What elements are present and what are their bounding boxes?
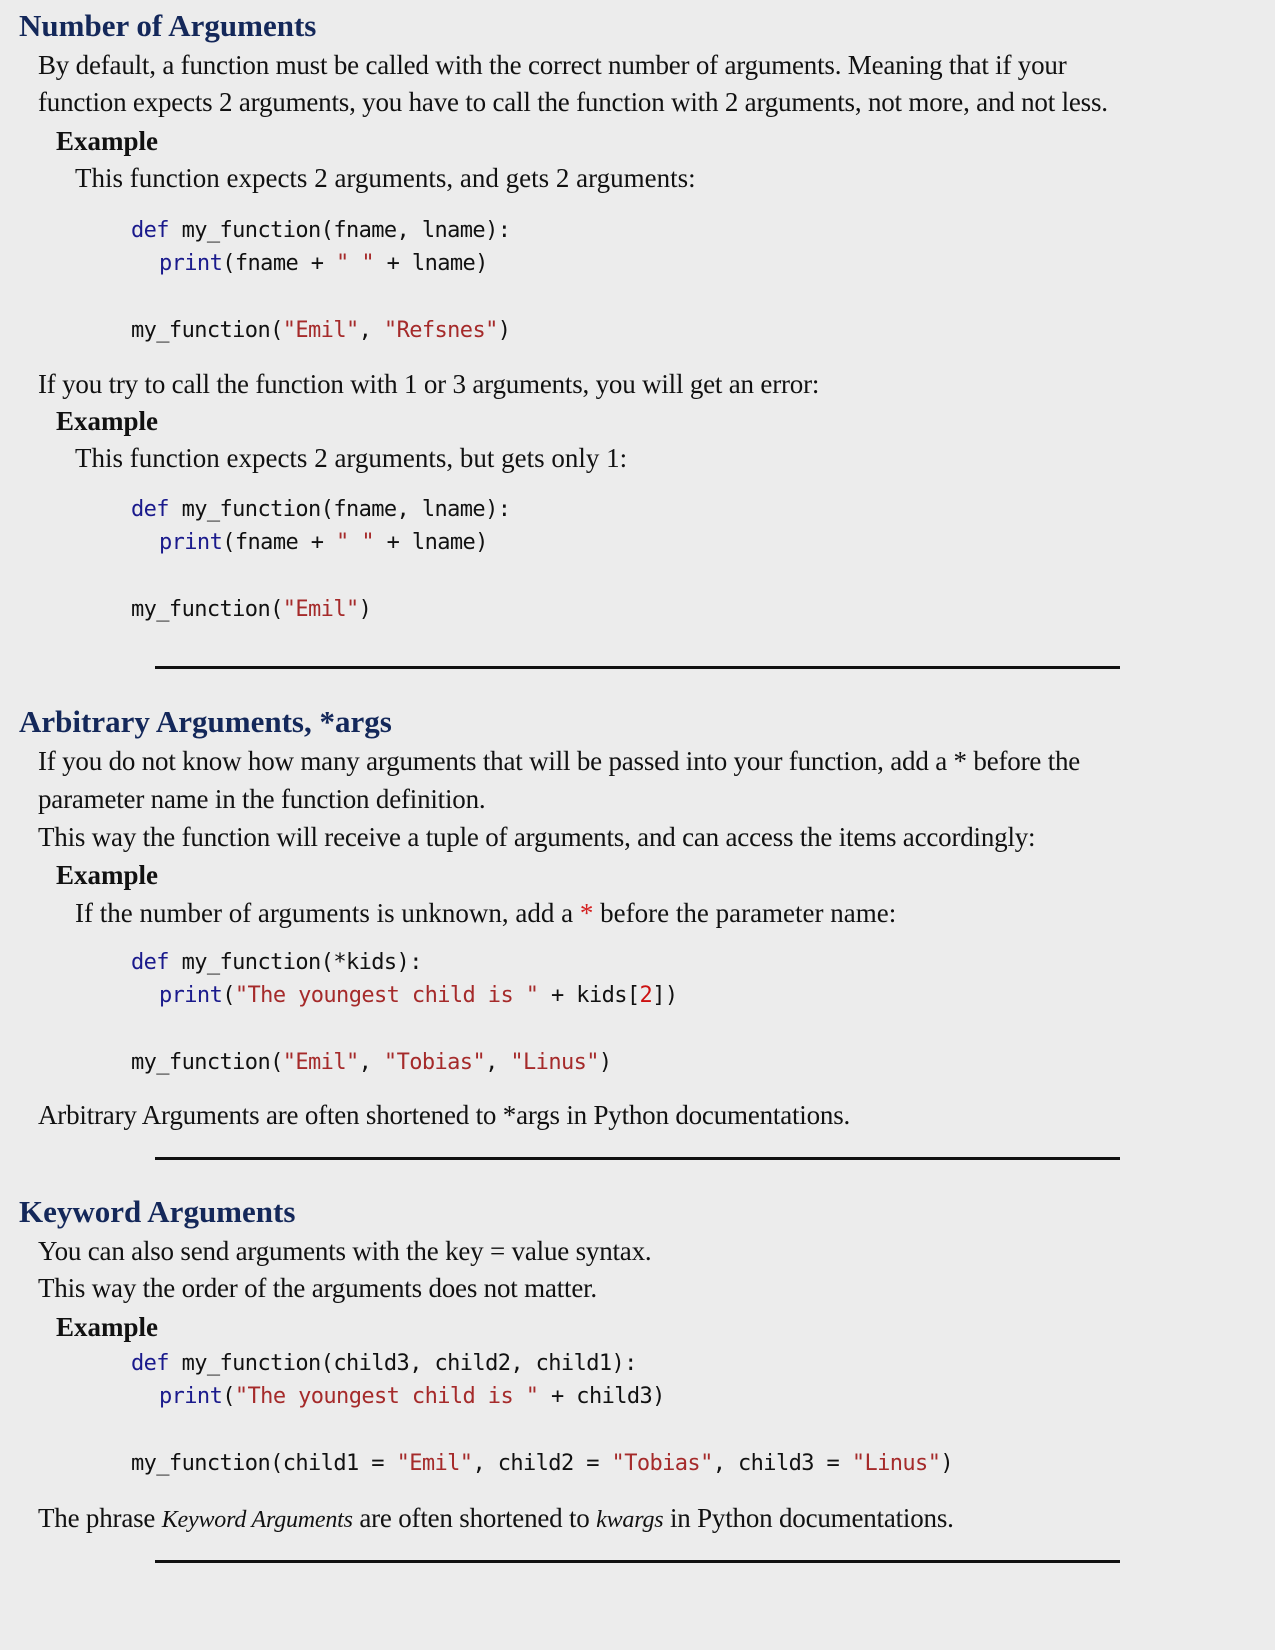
- paragraph: This way the order of the arguments does not matter.: [38, 1273, 597, 1303]
- code-string: "The youngest child is ": [234, 983, 539, 1008]
- code-text: ]): [652, 983, 678, 1008]
- code-string: "Emil": [282, 1050, 359, 1075]
- horizontal-rule: [155, 1560, 1120, 1563]
- code-string: "Refsnes": [383, 318, 498, 343]
- code-line: [131, 597, 371, 622]
- code-text: (: [222, 1384, 235, 1409]
- example-label: Example: [56, 406, 159, 436]
- paragraph: function expects 2 arguments, you have to call the function with 2 arguments, not more, and not less.: [38, 87, 1108, 117]
- paragraph: parameter name in the function definition.: [38, 784, 486, 814]
- paragraph: This way the function will receive a tuple of arguments, and can access the items accordingly:: [38, 822, 1036, 852]
- code-string: "Emil": [282, 318, 359, 343]
- code-line: [131, 950, 422, 975]
- code-line: [159, 983, 678, 1008]
- code-keyword: def: [131, 950, 169, 975]
- example-label: Example: [56, 126, 159, 156]
- code-keyword: print: [159, 251, 223, 276]
- footer-italic: Keyword Arguments: [161, 1507, 353, 1533]
- paragraph: You can also send arguments with the key = value syntax.: [38, 1236, 652, 1266]
- footer-italic: kwargs: [596, 1507, 664, 1533]
- code-text: my_function(: [131, 597, 283, 622]
- code-text: ): [358, 597, 372, 622]
- example-description: [75, 898, 896, 929]
- code-line: [131, 497, 510, 522]
- code-text: (fname +: [222, 530, 337, 555]
- code-keyword: print: [159, 1384, 223, 1409]
- code-string: "Emil": [396, 1451, 473, 1476]
- code-line: [159, 1384, 665, 1409]
- code-text: my_function(child3, child2, child1):: [168, 1351, 637, 1376]
- code-text: ,: [485, 1050, 511, 1075]
- paragraph: [38, 1503, 954, 1534]
- code-text: + child3): [538, 1384, 665, 1409]
- paragraph: If you try to call the function with 1 or 3 arguments, you will get an error:: [38, 369, 820, 399]
- code-text: , child3 =: [712, 1451, 852, 1476]
- code-line: [131, 318, 510, 343]
- code-line: [131, 1050, 612, 1075]
- horizontal-rule: [155, 666, 1120, 669]
- code-text: my_function(*kids):: [168, 950, 422, 975]
- code-line: [131, 218, 510, 243]
- example-description: This function expects 2 arguments, but gets only 1:: [75, 443, 628, 473]
- code-text: (: [222, 983, 235, 1008]
- code-keyword: def: [131, 1351, 169, 1376]
- code-text: my_function(fname, lname):: [168, 218, 511, 243]
- code-string: "Tobias": [383, 1050, 486, 1075]
- code-line: [131, 1351, 637, 1376]
- footer-text: are often shortened to: [352, 1503, 597, 1533]
- asterisk-highlight: *: [579, 898, 594, 928]
- footer-text: in Python documentations.: [663, 1503, 954, 1533]
- code-text: + lname): [373, 530, 488, 555]
- code-text: (fname +: [222, 251, 337, 276]
- section-title-arbitrary-arguments: Arbitrary Arguments, *args: [19, 704, 392, 739]
- code-keyword: def: [131, 218, 169, 243]
- code-keyword: print: [159, 530, 223, 555]
- code-keyword: def: [131, 497, 169, 522]
- code-text: my_function(: [131, 318, 283, 343]
- code-line: [131, 1451, 953, 1476]
- code-string: " ": [336, 251, 374, 276]
- code-text: ,: [358, 1050, 384, 1075]
- paragraph: By default, a function must be called with the correct number of arguments. Meaning that if your: [38, 50, 1067, 80]
- code-keyword: print: [159, 983, 223, 1008]
- code-text: my_function(: [131, 1050, 283, 1075]
- code-text: + lname): [373, 251, 488, 276]
- code-text: + kids[: [538, 983, 640, 1008]
- code-number: 2: [639, 983, 653, 1008]
- paragraph: Arbitrary Arguments are often shortened to *args in Python documentations.: [38, 1100, 851, 1130]
- description-text: before the parameter name:: [593, 898, 897, 928]
- code-string: "Linus": [851, 1451, 941, 1476]
- example-label: Example: [56, 1312, 159, 1342]
- code-text: ,: [358, 318, 384, 343]
- example-description: This function expects 2 arguments, and gets 2 arguments:: [75, 163, 696, 193]
- code-string: "Emil": [282, 597, 359, 622]
- code-line: [159, 251, 488, 276]
- code-text: ): [497, 318, 511, 343]
- code-text: my_function(child1 =: [131, 1451, 397, 1476]
- paragraph: If you do not know how many arguments that will be passed into your function, add a * before the: [38, 746, 1081, 776]
- code-text: ): [598, 1050, 612, 1075]
- code-line: [159, 530, 488, 555]
- code-string: "The youngest child is ": [234, 1384, 539, 1409]
- example-label: Example: [56, 860, 159, 890]
- code-text: ): [940, 1451, 954, 1476]
- code-text: my_function(fname, lname):: [168, 497, 511, 522]
- code-string: "Linus": [510, 1050, 599, 1075]
- horizontal-rule: [155, 1157, 1120, 1160]
- description-text: If the number of arguments is unknown, add a: [75, 898, 580, 928]
- code-string: "Tobias": [611, 1451, 713, 1476]
- section-title-number-of-arguments: Number of Arguments: [19, 8, 317, 43]
- code-string: " ": [336, 530, 374, 555]
- section-title-keyword-arguments: Keyword Arguments: [19, 1194, 296, 1229]
- footer-text: The phrase: [38, 1503, 162, 1533]
- code-text: , child2 =: [472, 1451, 612, 1476]
